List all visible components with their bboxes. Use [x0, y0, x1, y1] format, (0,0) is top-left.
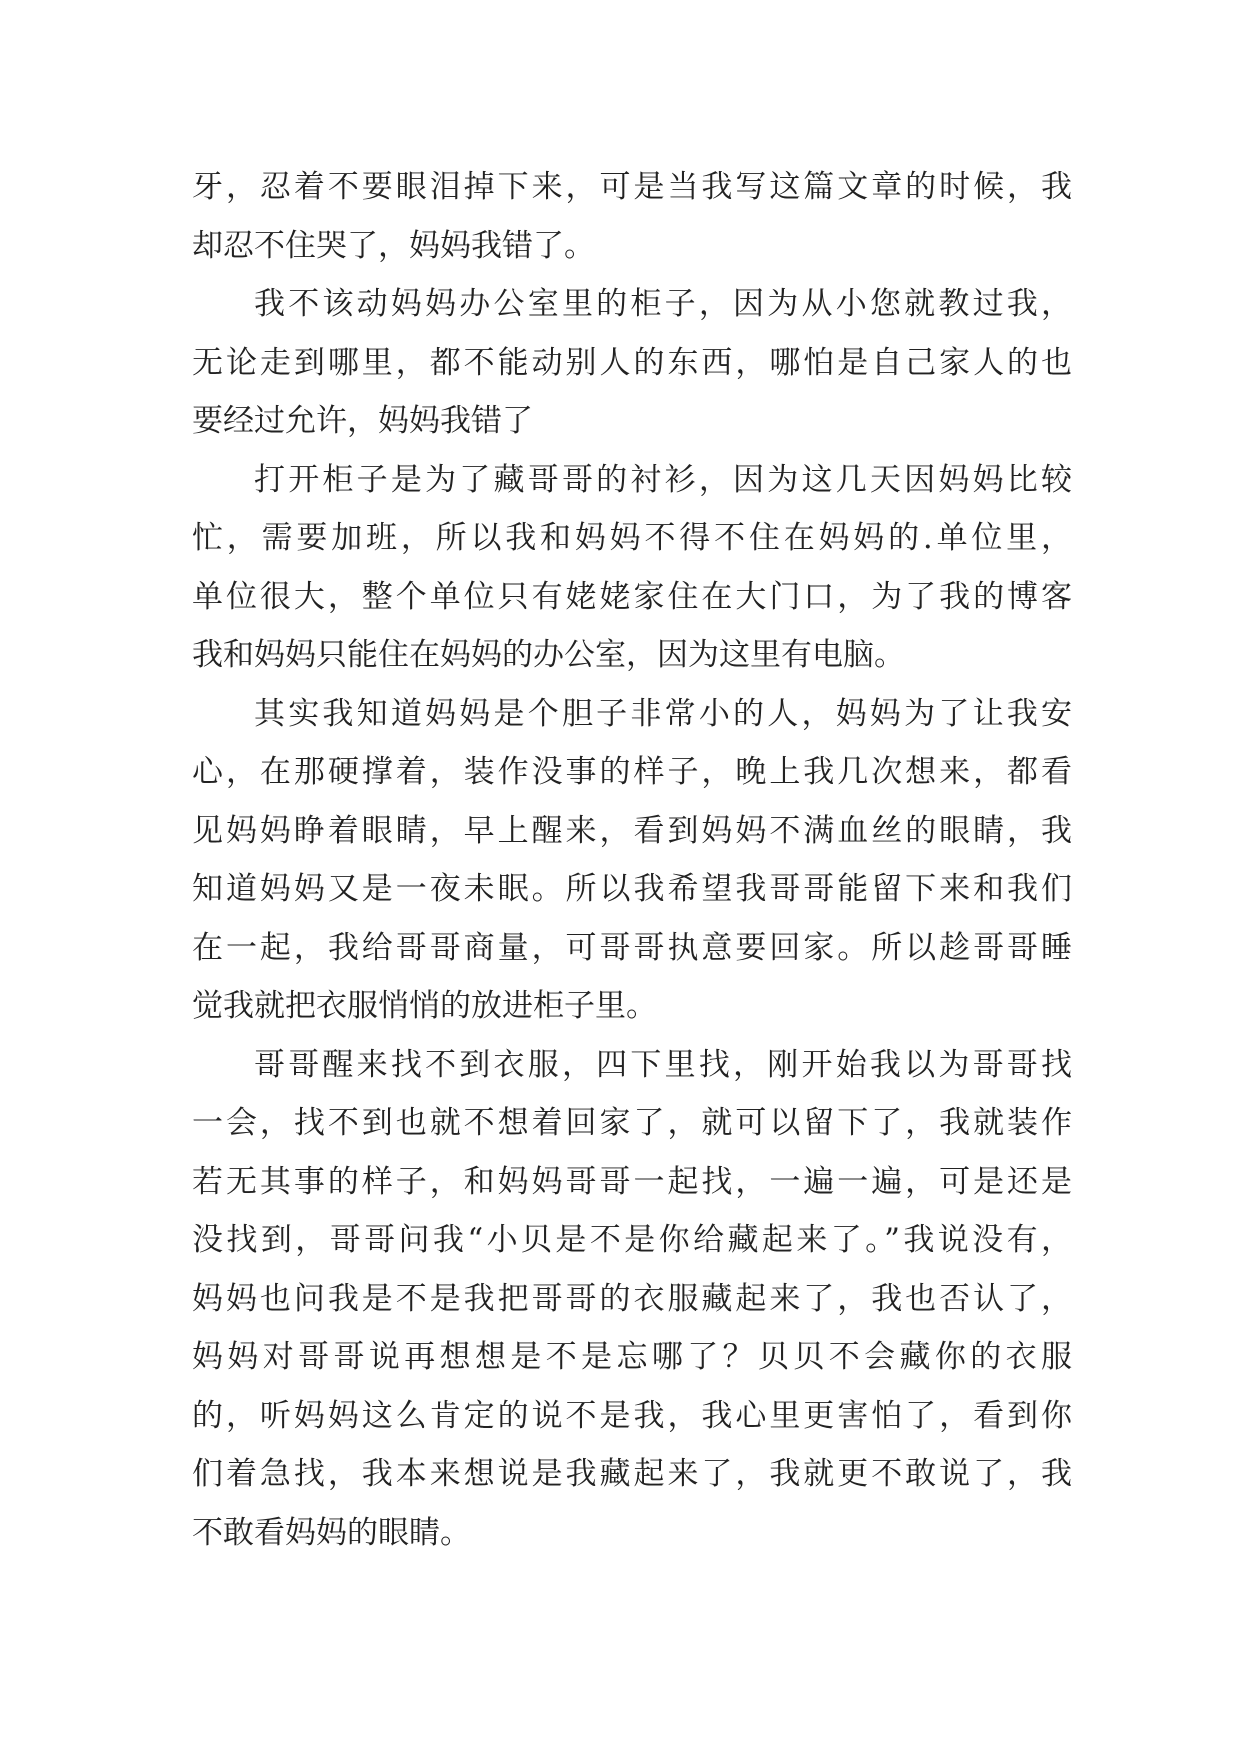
text-line: 哥哥醒来找不到衣服，四下里找，刚开始我以为哥哥找 [254, 1046, 1072, 1083]
text-line: 知道妈妈又是一夜未眠。所以我希望我哥哥能留下来和我们 [192, 871, 1072, 907]
body-text [192, 158, 1072, 1562]
text-line: 忙，需要加班，所以我和妈妈不得不住在妈妈的.单位里， [192, 520, 1072, 556]
text-line: 却忍不住哭了，妈妈我错了。 [192, 227, 595, 264]
text-line: 单位很大，整个单位只有姥姥家住在大门口，为了我的博客 [192, 578, 1072, 615]
text-line: 打开柜子是为了藏哥哥的衬衫，因为这几天因妈妈比较 [254, 461, 1072, 498]
text-line: 其实我知道妈妈是个胆子非常小的人，妈妈为了让我安 [254, 695, 1072, 732]
text-line: 的，听妈妈这么肯定的说不是我，我心里更害怕了，看到你 [192, 1397, 1072, 1434]
text-line: 们着急找，我本来想说是我藏起来了，我就更不敢说了，我 [192, 1456, 1072, 1492]
text-line: 若无其事的样子，和妈妈哥哥一起找，一遍一遍，可是还是 [192, 1163, 1072, 1200]
text-line: 无论走到哪里，都不能动别人的东西，哪怕是自己家人的也 [192, 344, 1072, 381]
text-line: 我和妈妈只能住在妈妈的办公室，因为这里有电脑。 [192, 637, 905, 673]
text-line: 一会，找不到也就不想着回家了，就可以留下了，我就装作 [192, 1105, 1072, 1141]
text-line: 没找到，哥哥问我“小贝是不是你给藏起来了。”我说没有， [192, 1222, 1072, 1258]
text-line: 觉我就把衣服悄悄的放进柜子里。 [192, 988, 657, 1024]
text-line: 要经过允许，妈妈我错了 [192, 403, 533, 439]
text-line: 心，在那硬撑着，装作没事的样子，晚上我几次想来，都看 [192, 754, 1072, 790]
text-line: 妈妈对哥哥说再想想是不是忘哪了？贝贝不会藏你的衣服 [192, 1339, 1072, 1375]
text-line: 不敢看妈妈的眼睛。 [192, 1514, 471, 1551]
text-line: 牙，忍着不要眼泪掉下来，可是当我写这篇文章的时候，我 [192, 169, 1072, 205]
text-line: 妈妈也问我是不是我把哥哥的衣服藏起来了，我也否认了， [192, 1280, 1072, 1317]
text-line: 见妈妈睁着眼睛，早上醒来，看到妈妈不满血丝的眼睛，我 [192, 812, 1072, 849]
text-line: 在一起，我给哥哥商量，可哥哥执意要回家。所以趁哥哥睡 [192, 929, 1072, 966]
text-line: 我不该动妈妈办公室里的柜子，因为从小您就教过我， [254, 286, 1072, 322]
